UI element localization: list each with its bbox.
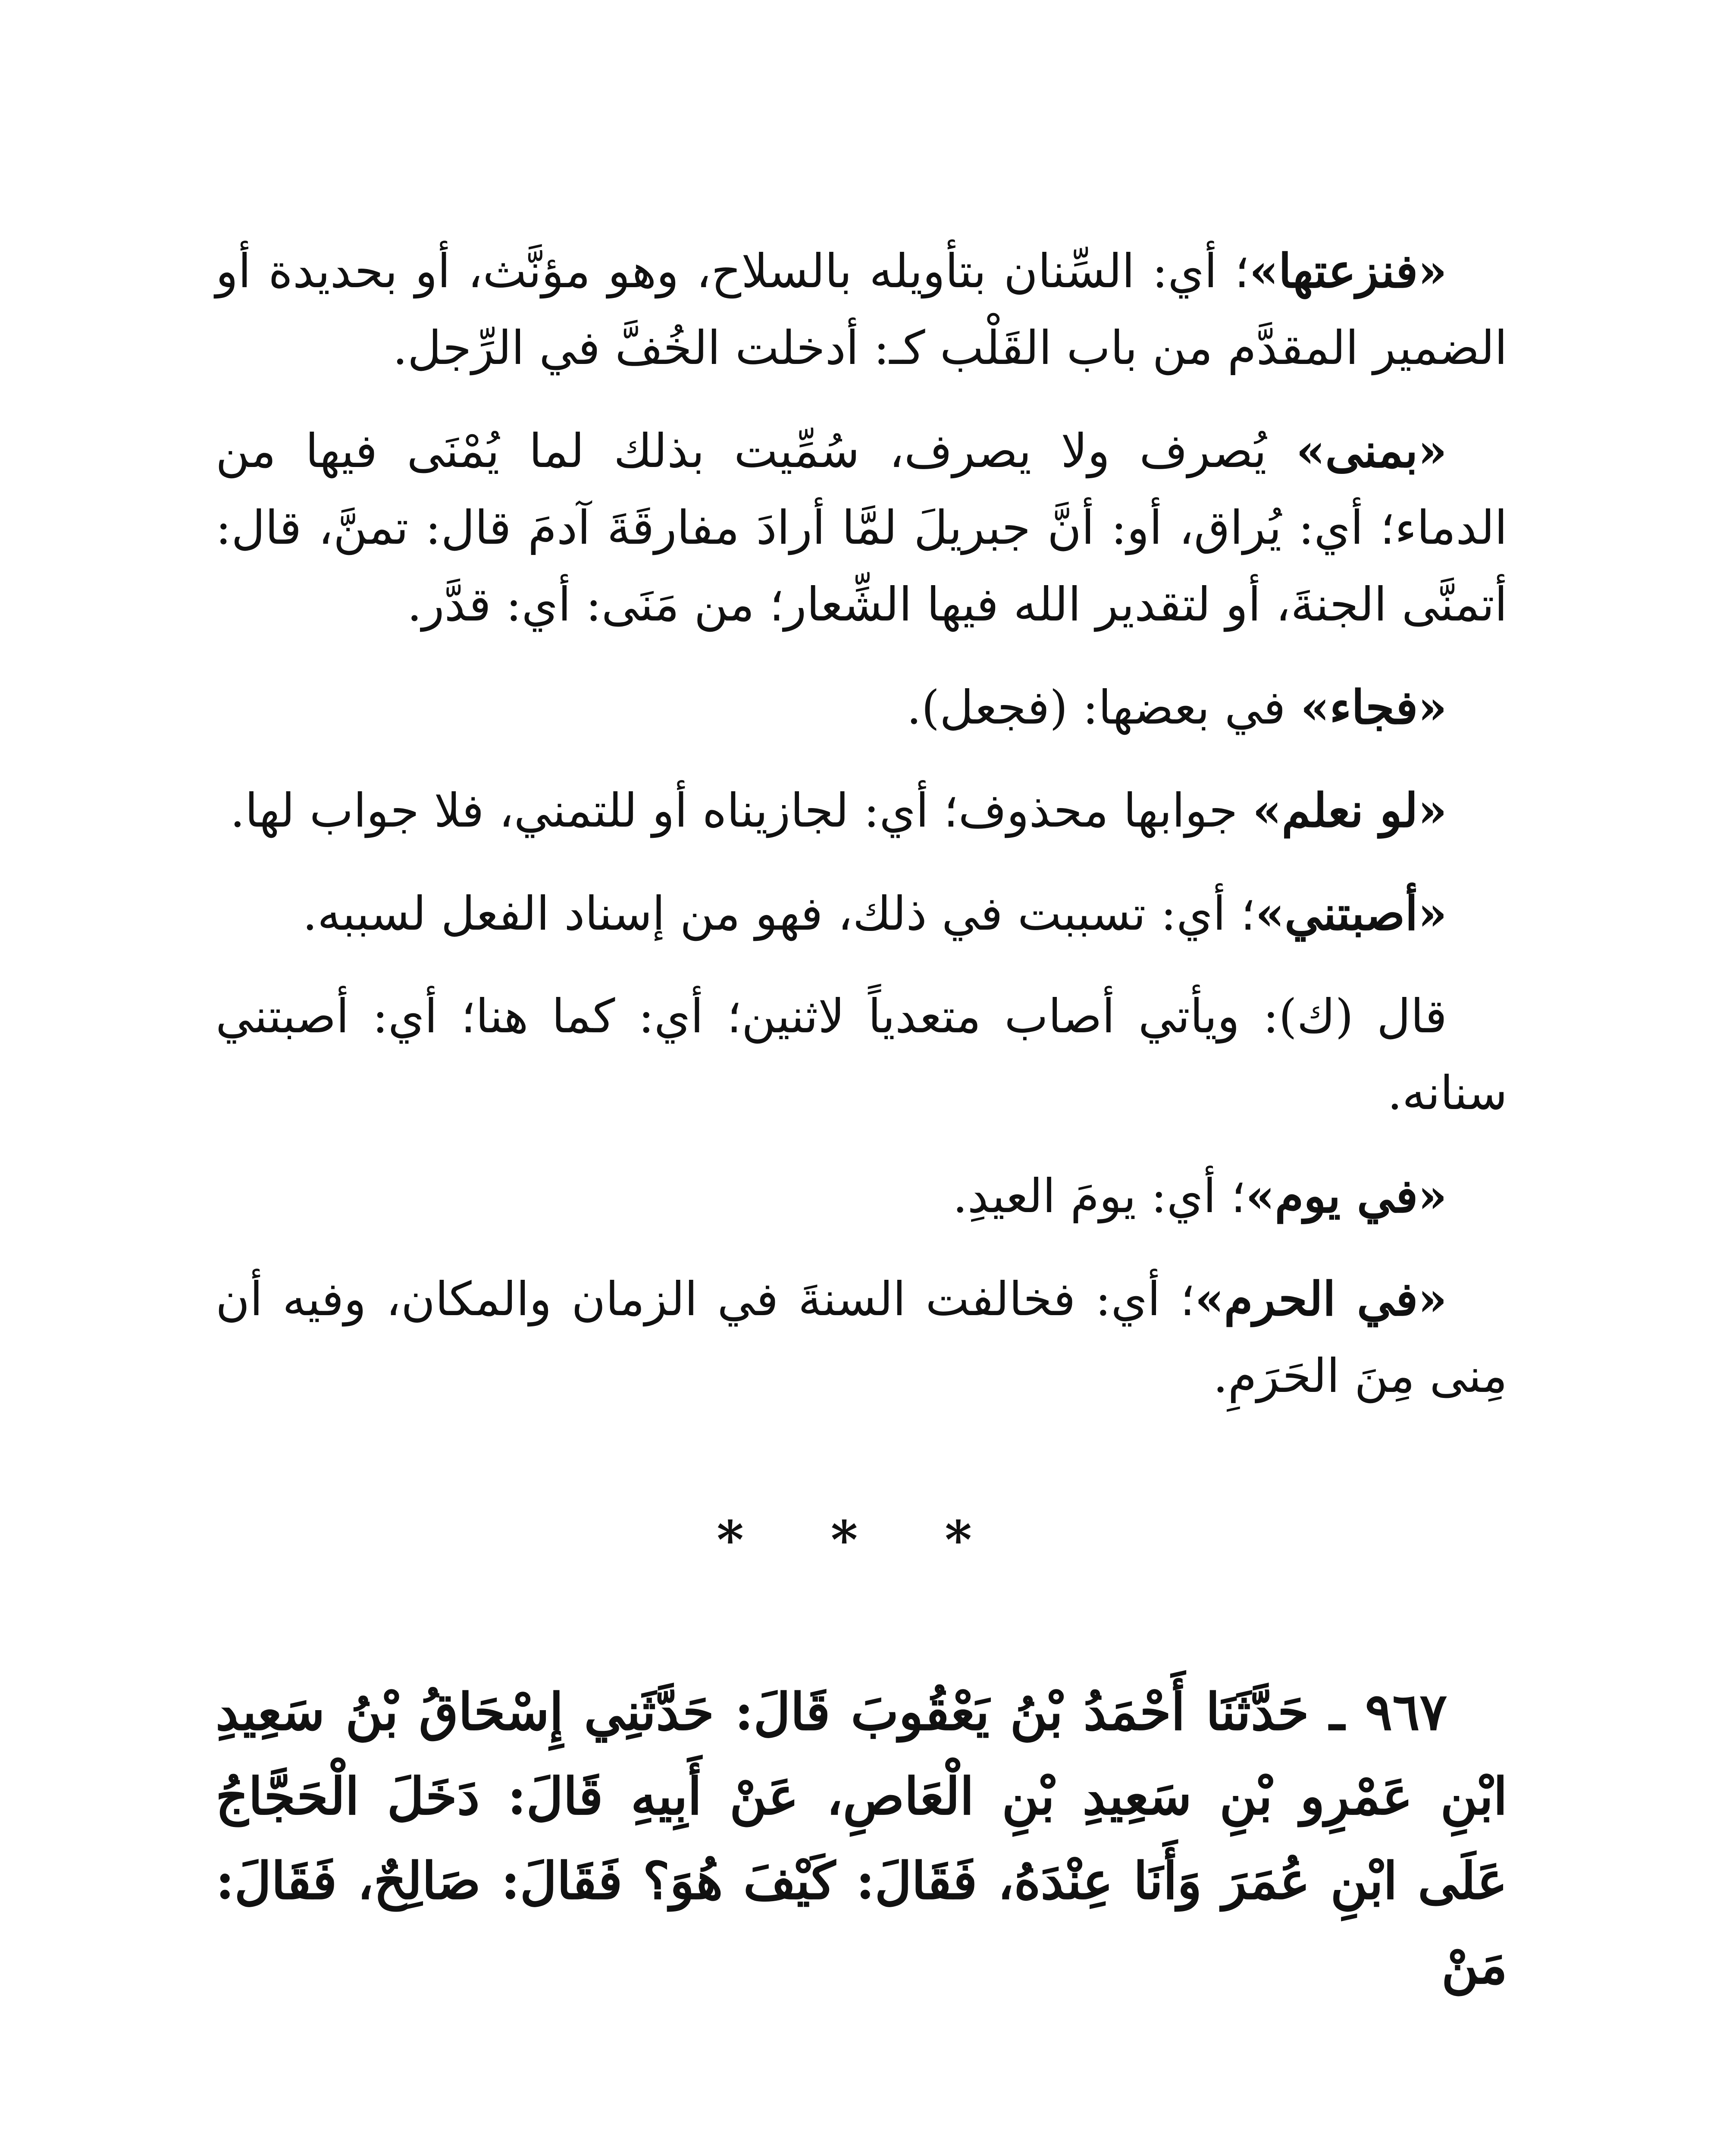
commentary-paragraph-5 <box>216 875 1507 953</box>
commentary-paragraph-8 <box>216 1261 1507 1415</box>
section-separator: * * * <box>717 1510 1006 1570</box>
commentary-paragraph-4 <box>216 772 1507 849</box>
commentary-text: جوابها محذوف؛ أي: لجازيناه أو للتمني، فلا جواب لها. <box>230 784 1253 838</box>
lemma: «أصبتني» <box>1255 887 1447 941</box>
commentary-paragraph-1 <box>216 233 1507 387</box>
commentary-text: ؛ أي: تسببت في ذلك، فهو من إسناد الفعل لسببه. <box>302 887 1256 941</box>
commentary-paragraph-3 <box>216 669 1507 746</box>
lemma: «في الحرم» <box>1195 1272 1447 1326</box>
commentary-text: يُصرف ولا يصرف، سُمِّيت بذلك لما يُمْنَى فيها من الدماء؛ أي: يُراق، أو: أنَّ جبريلَ لمَّا أرادَ مفارقَةَ آدمَ قال: تمنَّ، قال: أتمنَّى الجنةَ، أو لتقدير الله فيها الشِّعار؛ من مَنَى: أي: قدَّر. <box>216 424 1507 632</box>
commentary-text: ؛ أي: يومَ العيدِ. <box>952 1169 1246 1223</box>
page-body <box>216 233 1507 2008</box>
commentary-paragraph-2 <box>216 413 1507 643</box>
lemma: «فجاء» <box>1300 680 1447 735</box>
lemma: «فنزعتها» <box>1249 244 1447 298</box>
commentary-text: في بعضها: (فجعل). <box>906 681 1300 735</box>
lemma: «لو نعلم» <box>1252 783 1447 838</box>
lemma: «بمنى» <box>1296 424 1447 478</box>
commentary-paragraph-7 <box>216 1158 1507 1235</box>
commentary-paragraph-6 <box>216 978 1507 1132</box>
commentary-text: قال (ك): ويأتي أصاب متعدياً لاثنين؛ أي: كما هنا؛ أي: أصبتني سنانه. <box>216 990 1507 1120</box>
hadith-text: ٩٦٧ ـ حَدَّثَنَا أَحْمَدُ بْنُ يَعْقُوبَ قَالَ: حَدَّثَنِي إِسْحَاقُ بْنُ سَعِيدِ ابْنِ عَمْرِو بْنِ سَعِيدِ بْنِ الْعَاصِ، عَنْ أَبِيهِ قَالَ: دَخَلَ الْحَجَّاجُ عَلَى ابْنِ عُمَرَ وَأَنَا عِنْدَهُ، فَقَالَ: كَيْفَ هُوَ؟ فَقَالَ: صَالِحٌ، فَقَالَ: مَنْ <box>216 1682 1507 1995</box>
commentary-text: ؛ أي: السِّنان بتأويله بالسلاح، وهو مؤنَّث، أو بحديدة أو الضمير المقدَّم من باب القَلْب كـ: أدخلت الخُفَّ في الرِّجل. <box>216 244 1507 375</box>
commentary-text: ؛ أي: فخالفت السنةَ في الزمان والمكان، وفيه أن مِنى مِنَ الحَرَمِ. <box>216 1272 1507 1403</box>
lemma: «في يوم» <box>1246 1169 1447 1223</box>
